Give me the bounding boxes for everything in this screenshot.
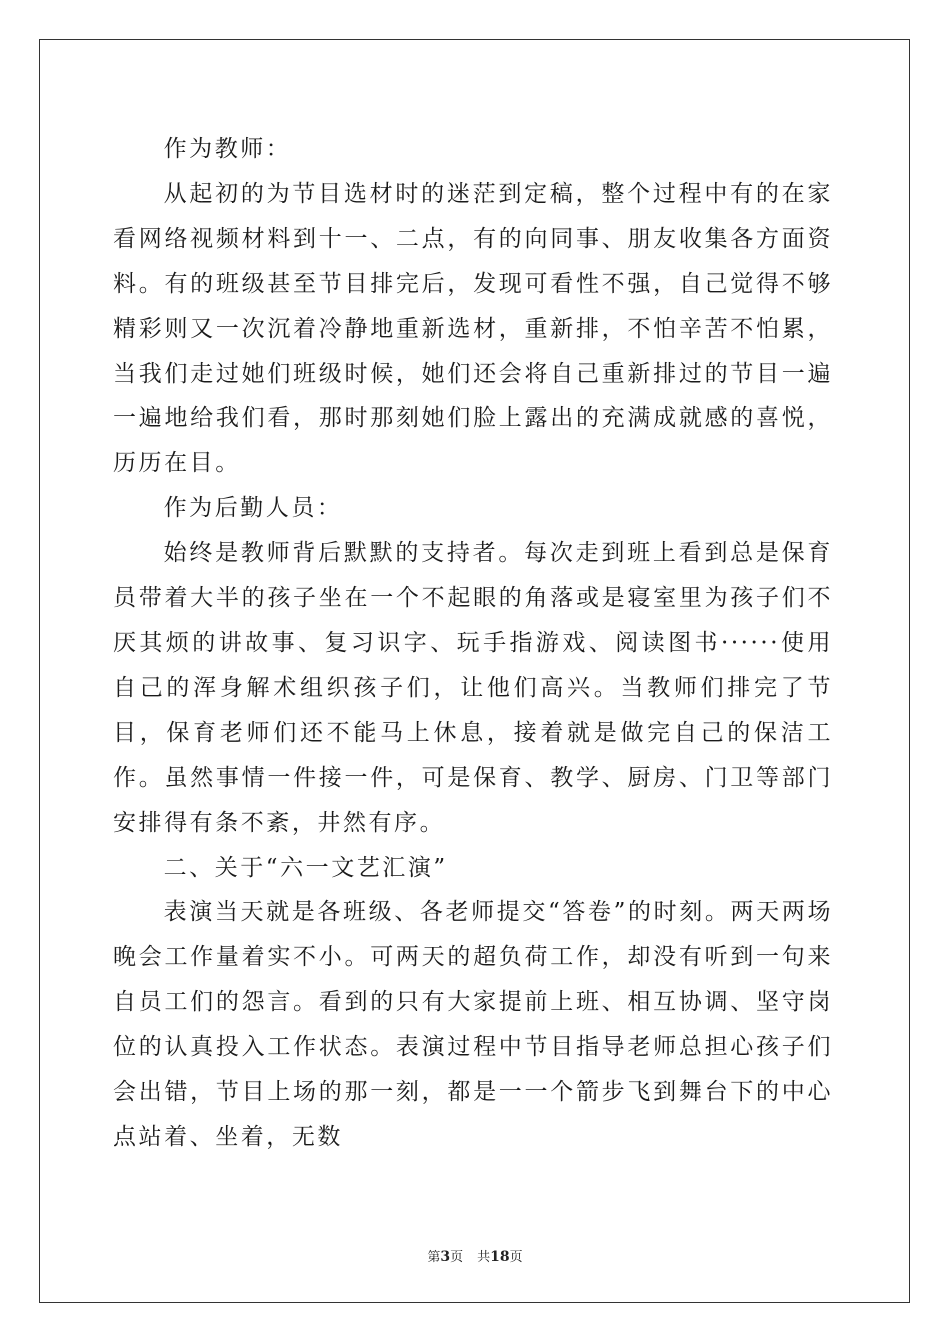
paragraph-logistics-body: 始终是教师背后默默的支持者。每次走到班上看到总是保育员带着大半的孩子坐在一个不起眼的角落或是寝室里为孩子们不厌其烦的讲故事、复习识字、玩手指游戏、阅读图书······使用自己的浑身解术组织孩子们，让他们高兴。当教师们排完了节目，保育老师们还不能马上休息，接着就是做完自己的保洁工作。虽然事情一件接一件，可是保育、教学、厨房、门卫等部门安排得有条不紊，井然有序。 bbox=[113, 540, 833, 836]
document-body bbox=[113, 127, 833, 1160]
paragraph-teacher-heading: 作为教师： bbox=[163, 136, 292, 162]
paragraph-teacher-body: 从起初的为节目选材时的迷茫到定稿，整个过程中有的在家看网络视频材料到十一、二点，有的向同事、朋友收集各方面资料。有的班级甚至节目排完后，发现可看性不强，自己觉得不够精彩则又一次沉着冷静地重新选材，重新排，不怕辛苦不怕累，当我们走过她们班级时候，她们还会将自己重新排过的节目一遍一遍地给我们看，那时那刻她们脸上露出的充满成就感的喜悦，历历在目。 bbox=[113, 180, 833, 477]
total-pages: 18 bbox=[490, 1249, 510, 1265]
total-prefix: 共 bbox=[477, 1250, 491, 1265]
paragraph-logistics-heading: 作为后勤人员： bbox=[163, 495, 343, 522]
page-suffix: 页 bbox=[450, 1250, 464, 1265]
paragraph-performance-body: 表演当天就是各班级、各老师提交“答卷”的时刻。两天两场晚会工作量着实不小。可两天的超负荷工作，却没有听到一句来自员工们的怨言。看到的只有大家提前上班、相互协调、坚守岗位的认真投入工作状态。表演过程中节目指导老师总担心孩子们会出错，节目上场的那一刻，都是一一个箭步飞到舞台下的中心点站着、坐着，无数 bbox=[113, 899, 833, 1150]
page-footer bbox=[0, 1246, 950, 1265]
page-number: 3 bbox=[440, 1249, 451, 1265]
section-heading-performance: 二、关于“六一文艺汇演” bbox=[163, 854, 448, 881]
page-prefix: 第 bbox=[427, 1250, 441, 1265]
total-suffix: 页 bbox=[509, 1250, 523, 1265]
